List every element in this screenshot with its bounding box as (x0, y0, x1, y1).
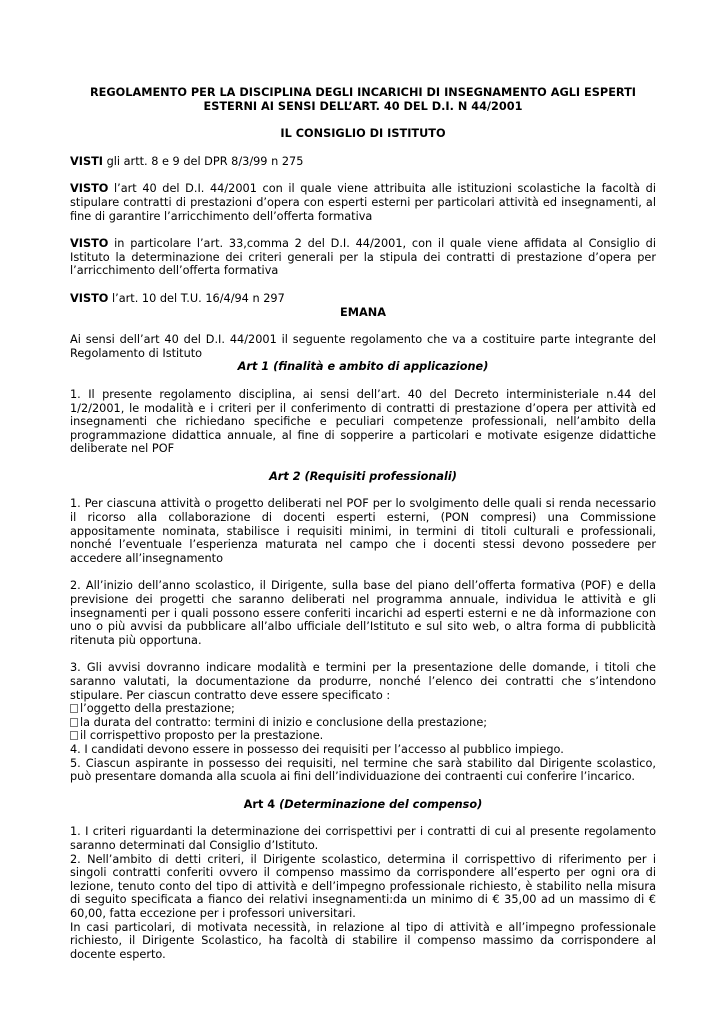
visti-keyword: VISTI (70, 154, 103, 168)
visto-paragraph-3 (70, 237, 656, 278)
visto-text: in particolare l’art. 33,comma 2 del D.I. 44/2001, con il quale viene affidata al Consiglio di Istituto la determinazione dei criteri generali per la stipula dei contratti di prestazione d’opera per l’arricchimento dell’offerta formativa (70, 237, 656, 278)
visto-keyword: VISTO (70, 291, 109, 305)
visto-keyword: VISTO (70, 237, 109, 251)
visti-text: gli artt. 8 e 9 del DPR 8/3/99 n 275 (103, 154, 304, 168)
visto-text: l’art 40 del D.I. 44/2001 con il quale viene attribuita alle istituzioni scolastiche la facoltà di stipulare contratti di prestazioni d’opera con esperti esterni per particolari attività ed insegnamenti, al fine di garantire l’arricchimento dell’offerta formativa (70, 182, 656, 223)
art4-paragraph-1: 1. I criteri riguardanti la determinazione dei corrispettivi per i contratti di cui al presente regolamento saranno determinati dal Consiglio d’Istituto. (70, 825, 656, 852)
art2-paragraph-2: 2. All’inizio dell’anno scolastico, il Dirigente, sulla base del piano dell’offerta formativa (POF) e della previsione dei progetti che saranno deliberati nel programma annuale, individua le attività e gli insegnamenti per i quali possono essere conferiti incarichi ad esperti esterni e ne dà informazione con uno o più avvisi da pubblicare all’albo ufficiale dell’Istituto e sul sito web, o altra forma di pubblicità ritenuta più opportuna. (70, 579, 656, 647)
document-page (70, 86, 656, 961)
visto-text: l’art. 10 del T.U. 16/4/94 n 297 (108, 291, 285, 305)
list-item: la durata del contratto: termini di inizio e conclusione della prestazione; (70, 716, 656, 730)
art2-paragraph-5: 5. Ciascun aspirante in possesso dei requisiti, nel termine che sarà stabilito dal Dirigente scolastico, può presentare domanda alla scuola ai fini dell’individuazione dei contraenti cui conferire l’incarico. (70, 756, 656, 784)
visti-paragraph-1 (70, 155, 656, 169)
visto-paragraph-4 (70, 292, 656, 306)
checkbox-bullet-icon (70, 731, 78, 740)
intro-paragraph: Ai sensi dell’art 40 del D.I. 44/2001 il seguente regolamento che va a costituire parte integrante del Regolamento di Istituto (70, 333, 656, 360)
art2-paragraph-3: 3. Gli avvisi dovranno indicare modalità e termini per la presentazione delle domande, i titoli che saranno valutati, la documentazione da produrre, nonché l’elenco dei contratti che s’intendono stipulare. Per ciascun contratto deve essere specificato : (70, 661, 656, 702)
art4-heading: Art 4 (Determinazione del compenso) (243, 797, 483, 811)
list-item: il corrispettivo proposto per la prestazione. (70, 729, 656, 743)
art1-heading: Art 1 (finalità e ambito di applicazione) (237, 360, 489, 374)
art1-paragraph-1: 1. Il presente regolamento disciplina, ai sensi dell’art. 40 del Decreto interministeriale n.44 del 1/2/2001, le modalità e i criteri per il conferimento di contratti di prestazione d’opera per attività ed insegnamenti che richiedano specifiche e peculiari competenze professionali, nell’ambito della programmazione didattica annuale, al fine di sopperire a particolari e motivate esigenze didattiche deliberate nel POF (70, 387, 656, 456)
checkbox-bullet-icon (70, 704, 78, 713)
document-title: REGOLAMENTO PER LA DISCIPLINA DEGLI INCARICHI DI INSEGNAMENTO AGLI ESPERTI ESTERNI AI SENSI DELL’ART. 40 DEL D.I. N 44/2001 (89, 86, 637, 113)
checkbox-bullet-icon (70, 718, 78, 727)
visto-keyword: VISTO (70, 182, 109, 196)
art4-paragraph-2: 2. Nell’ambito di detti criteri, il Dirigente scolastico, determina il corrispettivo di riferimento per i singoli contratti conferiti ovvero il compenso massimo da corrispondere all’esperto per ogni ora di lezione, tenuto conto del tipo di attività e dell’impegno professionale richiesto, è stabilito nella misura di seguito specificata a fianco dei relativi insegnamenti:da un minimo di € 35,00 ad un massimo di € 60,00, fatta eccezione per i professori universitari. (70, 852, 656, 920)
visto-paragraph-2 (70, 182, 656, 223)
list-item: l’oggetto della prestazione; (70, 702, 656, 716)
art2-paragraph-4: 4. I candidati devono essere in possesso dei requisiti per l’accesso al pubblico impiego. (70, 742, 564, 756)
art4-paragraph-3: In casi particolari, di motivata necessità, in relazione al tipo di attività e all’impegno professionale richiesto, il Dirigente Scolastico, ha facoltà di stabilire il compenso massimo da corrispondere al docente esperto. (70, 920, 656, 961)
document-subtitle: IL CONSIGLIO DI ISTITUTO (280, 127, 446, 141)
art2-paragraph-1: 1. Per ciascuna attività o progetto deliberati nel POF per lo svolgimento delle quali si renda necessario il ricorso alla collaborazione di docenti esperti esterni, (PON compresi) una Commissione appositamente nominata, stabilisce i requisiti minimi, in termini di titoli culturali e professionali, nonché l’eventuale l’esperienza maturata nel campo che i docenti stessi devono possedere per accedere all’insegnamento (70, 497, 656, 565)
art2-heading: Art 2 (Requisiti professionali) (269, 469, 457, 483)
emana-heading: EMANA (340, 305, 386, 319)
